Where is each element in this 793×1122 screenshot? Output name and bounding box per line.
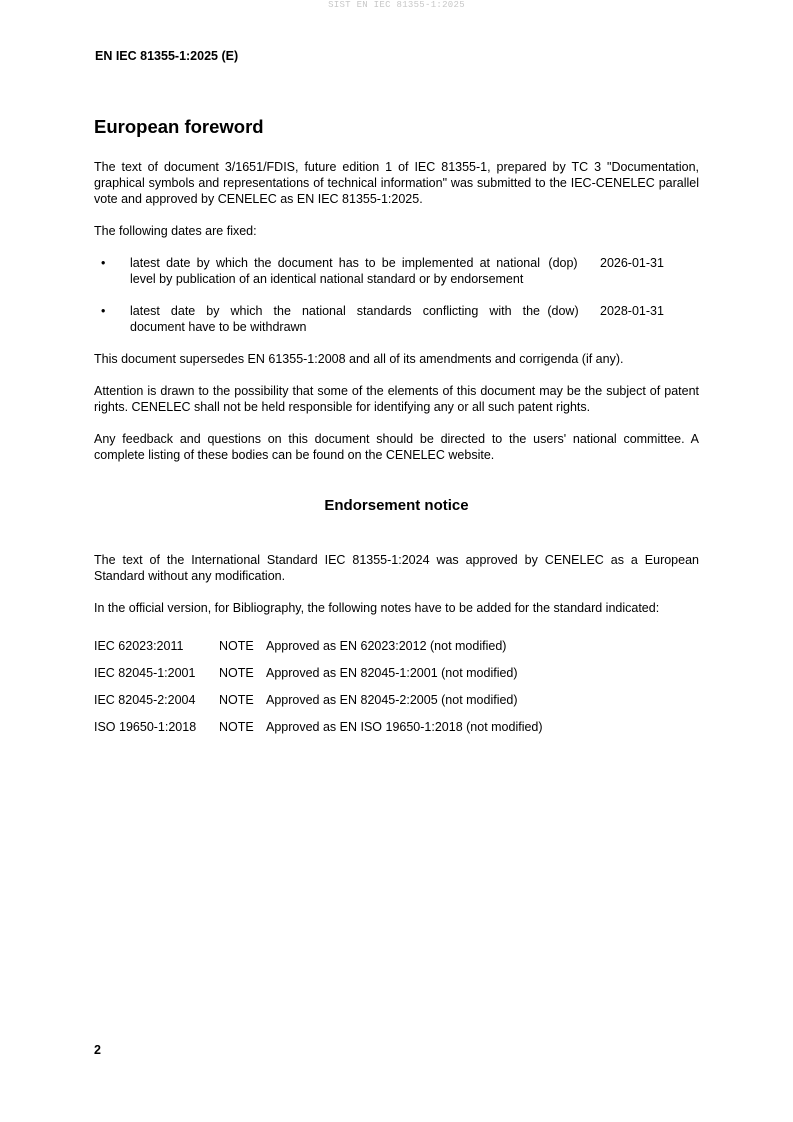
note-label: NOTE bbox=[219, 720, 254, 734]
running-head: EN IEC 81355-1:2025 (E) bbox=[95, 49, 239, 63]
note-text: Approved as EN 62023:2012 (not modified) bbox=[266, 639, 507, 653]
table-row bbox=[94, 638, 699, 654]
supersedes-paragraph: This document supersedes EN 61355-1:2008 and all of its amendments and corrigenda (if any). bbox=[94, 352, 624, 366]
foreword-intro: The text of document 3/1651/FDIS, future edition 1 of IEC 81355-1, prepared by TC 3 "Documentation, graphical symbols and representations of technical information" was submitted to the IEC-CENELEC parallel vote and approved by CENELEC as EN IEC 81355-1:2025. bbox=[94, 160, 699, 206]
date-description bbox=[130, 255, 540, 287]
bibliography-notes bbox=[94, 638, 699, 735]
date-value: 2028-01-31 bbox=[600, 304, 664, 318]
bullet-icon: • bbox=[101, 256, 106, 270]
note-label: NOTE bbox=[219, 639, 254, 653]
date-description-line: level by publication of an identical national standard or by endorsement bbox=[130, 272, 524, 286]
note-label: NOTE bbox=[219, 666, 254, 680]
document-body bbox=[94, 116, 699, 746]
endorsement-text: The text of the International Standard IEC 81355-1:2024 was approved by CENELEC as a European Standard without any modification. bbox=[94, 553, 699, 583]
dates-intro: The following dates are fixed: bbox=[94, 224, 257, 238]
table-row bbox=[94, 692, 699, 708]
foreword-title: European foreword bbox=[94, 116, 264, 137]
patent-paragraph: Attention is drawn to the possibility that some of the elements of this document may be the subject of patent rights. CENELEC shall not be held responsible for identifying any or all such patent rights. bbox=[94, 384, 699, 414]
table-row bbox=[94, 719, 699, 735]
note-text: Approved as EN ISO 19650-1:2018 (not modified) bbox=[266, 720, 543, 734]
list-item bbox=[94, 255, 699, 287]
date-code: (dow) bbox=[547, 304, 579, 318]
date-description-line: document have to be withdrawn bbox=[130, 320, 307, 334]
bibliography-intro: In the official version, for Bibliography, the following notes have to be added for the standard indicated: bbox=[94, 601, 660, 615]
date-value: 2026-01-31 bbox=[600, 256, 664, 270]
note-reference: ISO 19650-1:2018 bbox=[94, 720, 197, 734]
feedback-paragraph: Any feedback and questions on this document should be directed to the users' national committee. A complete listing of these bodies can be found on the CENELEC website. bbox=[94, 432, 699, 462]
watermark: SIST EN IEC 81355-1:2025 bbox=[328, 0, 465, 10]
note-reference: IEC 82045-2:2004 bbox=[94, 693, 196, 707]
date-description-line: latest date by which the national standards conflicting with the bbox=[130, 304, 540, 318]
note-label: NOTE bbox=[219, 693, 254, 707]
dates-list bbox=[94, 255, 699, 335]
list-item bbox=[94, 303, 699, 335]
note-text: Approved as EN 82045-1:2001 (not modified) bbox=[266, 666, 518, 680]
endorsement-title: Endorsement notice bbox=[324, 497, 469, 514]
table-row bbox=[94, 665, 699, 681]
date-code: (dop) bbox=[548, 256, 578, 270]
bullet-icon: • bbox=[101, 304, 106, 318]
note-reference: IEC 82045-1:2001 bbox=[94, 666, 196, 680]
date-description bbox=[130, 303, 540, 335]
date-description-line: latest date by which the document has to be implemented at national bbox=[130, 256, 540, 270]
page-number: 2 bbox=[94, 1043, 101, 1057]
note-text: Approved as EN 82045-2:2005 (not modified) bbox=[266, 693, 518, 707]
note-reference: IEC 62023:2011 bbox=[94, 639, 184, 653]
